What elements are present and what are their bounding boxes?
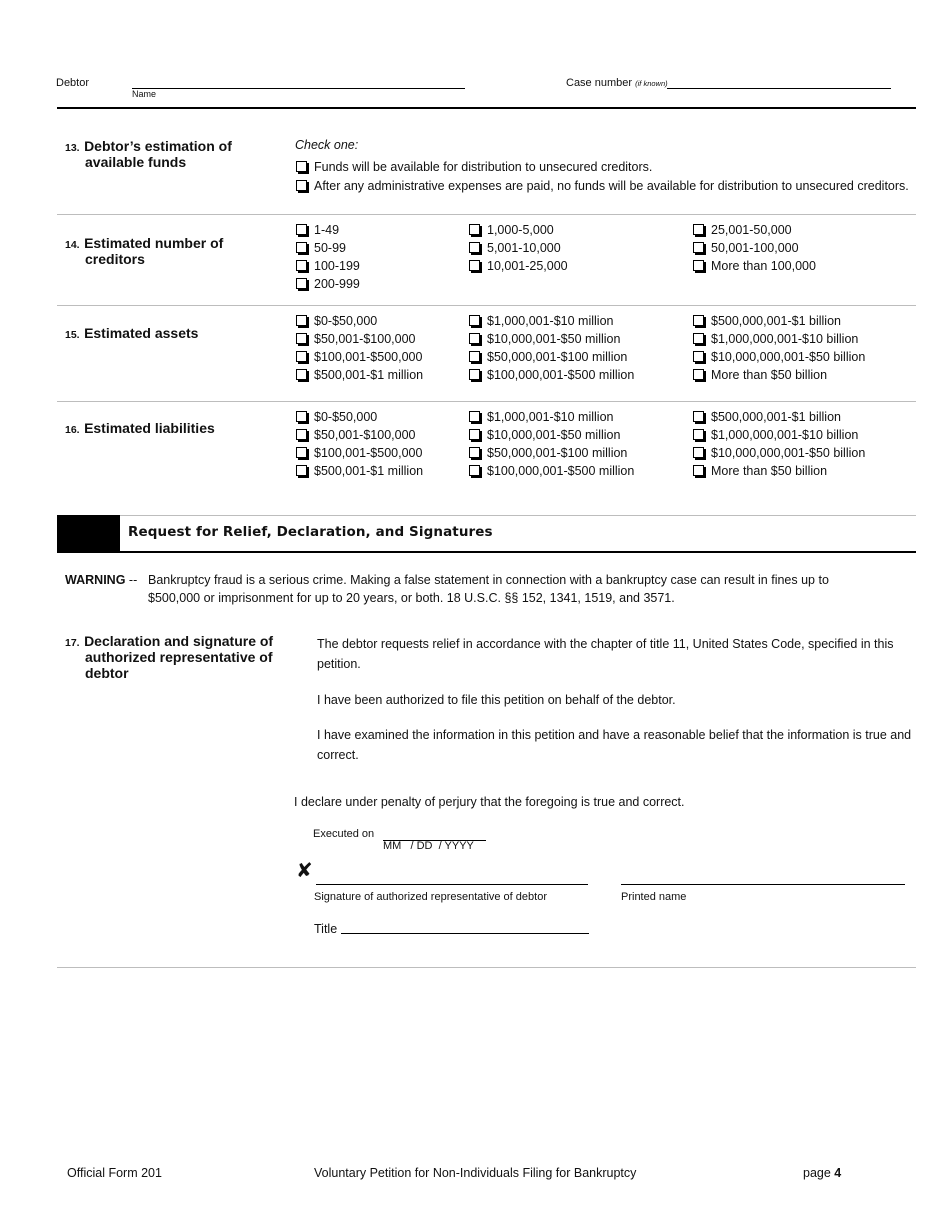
checkbox[interactable] [296,315,307,326]
case-number-label: Case number (if known) [566,77,668,89]
divider [57,401,916,402]
q16-option[interactable]: $100,001-$500,000 [296,444,422,462]
header-rule [57,107,916,109]
checkbox[interactable] [469,224,480,235]
debtor-name-field[interactable] [132,88,465,89]
printed-name-caption: Printed name [621,891,687,903]
signature-field[interactable] [316,884,588,885]
relief-paragraph-line2: petition. [317,657,361,671]
q16-option[interactable]: $1,000,000,001-$10 billion [693,426,858,444]
date-format-caption: MM / DD / YYYY [383,840,474,852]
footer-form-title: Voluntary Petition for Non-Individuals Filing for Bankruptcy [314,1166,637,1180]
signature-x-icon: ✘ [296,860,313,882]
checkbox[interactable] [693,260,704,271]
q15-option[interactable]: $100,000,001-$500 million [469,366,634,384]
q15-option[interactable]: $0-$50,000 [296,312,377,330]
q15-option[interactable]: $10,000,001-$50 million [469,330,620,348]
q16-option[interactable]: $500,001-$1 million [296,462,423,480]
checkbox[interactable] [296,465,307,476]
checkbox[interactable] [296,429,307,440]
signature-caption: Signature of authorized representative of debtor [314,891,547,903]
q17-title-line2: authorized representative of [85,649,273,665]
checkbox[interactable] [469,465,480,476]
footer-page: page 4 [803,1166,842,1180]
checkbox[interactable] [469,351,480,362]
q15-option[interactable]: $50,000,001-$100 million [469,348,627,366]
q16-option[interactable]: $0-$50,000 [296,408,377,426]
checkbox[interactable] [296,411,307,422]
q16-option[interactable]: More than $50 billion [693,462,827,480]
q13-heading: 13. Debtor’s estimation of [65,138,232,154]
executed-on-label: Executed on [313,828,375,840]
checkbox[interactable] [469,429,480,440]
warning-line2: $500,000 or imprisonment for up to 20 years, or both. 18 U.S.C. §§ 152, 1341, 1519, and 3571. [148,591,675,605]
q16-option[interactable]: $1,000,001-$10 million [469,408,613,426]
checkbox[interactable] [296,242,307,253]
warning-label: WARNING -- [65,573,138,587]
checkbox[interactable] [296,333,307,344]
q13-option[interactable]: After any administrative expenses are paid, no funds will be available for distribution to unsecured creditors. [296,177,909,195]
q14-option[interactable]: 50-99 [296,239,346,257]
q15-option[interactable]: More than $50 billion [693,366,827,384]
examined-paragraph-line1: I have examined the information in this petition and have a reasonable belief that the information is true and [317,728,912,742]
q15-option[interactable]: $500,000,001-$1 billion [693,312,841,330]
q14-title-line2: creditors [85,251,145,267]
checkbox[interactable] [296,260,307,271]
checkbox[interactable] [296,224,307,235]
q15-option[interactable]: $500,001-$1 million [296,366,423,384]
checkbox[interactable] [693,351,704,362]
checkbox[interactable] [693,224,704,235]
checkbox[interactable] [469,333,480,344]
examined-paragraph-line2: correct. [317,748,359,762]
q14-option[interactable]: 5,001-10,000 [469,239,561,257]
checkbox[interactable] [469,315,480,326]
checkbox[interactable] [693,333,704,344]
printed-name-field[interactable] [621,884,905,885]
checkbox[interactable] [693,411,704,422]
q16-option[interactable]: $10,000,000,001-$50 billion [693,444,865,462]
checkbox[interactable] [296,351,307,362]
checkbox[interactable] [469,411,480,422]
checkbox[interactable] [693,465,704,476]
q16-option[interactable]: $50,000,001-$100 million [469,444,627,462]
q14-option[interactable]: 200-999 [296,275,360,293]
q17-heading: 17. Declaration and signature of [65,633,274,649]
q14-option[interactable]: 50,001-100,000 [693,239,799,257]
case-number-field[interactable] [667,88,891,89]
q15-heading: 15. Estimated assets [65,325,199,341]
q16-option[interactable]: $100,000,001-$500 million [469,462,634,480]
q15-option[interactable]: $50,001-$100,000 [296,330,415,348]
divider [57,214,916,215]
q15-option[interactable]: $1,000,001-$10 million [469,312,613,330]
title-field[interactable] [341,933,589,934]
q15-option[interactable]: $1,000,000,001-$10 billion [693,330,858,348]
section-title: Request for Relief, Declaration, and Signatures [128,524,493,540]
divider [57,305,916,306]
warning-line1: Bankruptcy fraud is a serious crime. Making a false statement in connection with a bankruptcy case can result in fines up to [148,573,829,587]
checkbox[interactable] [469,447,480,458]
title-label: Title [314,922,338,936]
authorized-paragraph: I have been authorized to file this petition on behalf of the debtor. [317,693,676,707]
checkbox[interactable] [693,369,704,380]
q14-option[interactable]: More than 100,000 [693,257,816,275]
checkbox[interactable] [296,447,307,458]
checkbox[interactable] [469,260,480,271]
checkbox[interactable] [296,180,307,191]
q14-option[interactable]: 10,001-25,000 [469,257,568,275]
footer-form-name: Official Form 201 [67,1166,162,1180]
checkbox[interactable] [296,369,307,380]
q16-heading: 16. Estimated liabilities [65,420,215,436]
check-one-label: Check one: [295,138,359,152]
checkbox[interactable] [296,161,307,172]
q16-option[interactable]: $50,001-$100,000 [296,426,415,444]
section-part-block [57,515,120,551]
q13-option[interactable]: Funds will be available for distribution to unsecured creditors. [296,158,652,176]
checkbox[interactable] [469,242,480,253]
q13-title-line2: available funds [85,154,187,170]
checkbox[interactable] [469,369,480,380]
checkbox[interactable] [693,447,704,458]
q16-option[interactable]: $10,000,001-$50 million [469,426,620,444]
q16-option[interactable]: $500,000,001-$1 billion [693,408,841,426]
q14-heading: 14. Estimated number of [65,235,224,251]
q14-option[interactable]: 1-49 [296,221,339,239]
divider [57,967,916,968]
q14-option[interactable]: 100-199 [296,257,360,275]
declaration-statement: I declare under penalty of perjury that the foregoing is true and correct. [294,795,685,809]
checkbox[interactable] [693,242,704,253]
q15-option[interactable]: $100,001-$500,000 [296,348,422,366]
checkbox[interactable] [296,278,307,289]
q17-title-line3: debtor [85,665,129,681]
checkbox[interactable] [693,429,704,440]
checkbox[interactable] [693,315,704,326]
q14-option[interactable]: 25,001-50,000 [693,221,792,239]
debtor-label: Debtor [56,77,90,89]
name-caption: Name [132,89,157,99]
q15-option[interactable]: $10,000,000,001-$50 billion [693,348,865,366]
relief-paragraph-line1: The debtor requests relief in accordance with the chapter of title 11, United States Code, specified in this [317,637,894,651]
q14-option[interactable]: 1,000-5,000 [469,221,554,239]
